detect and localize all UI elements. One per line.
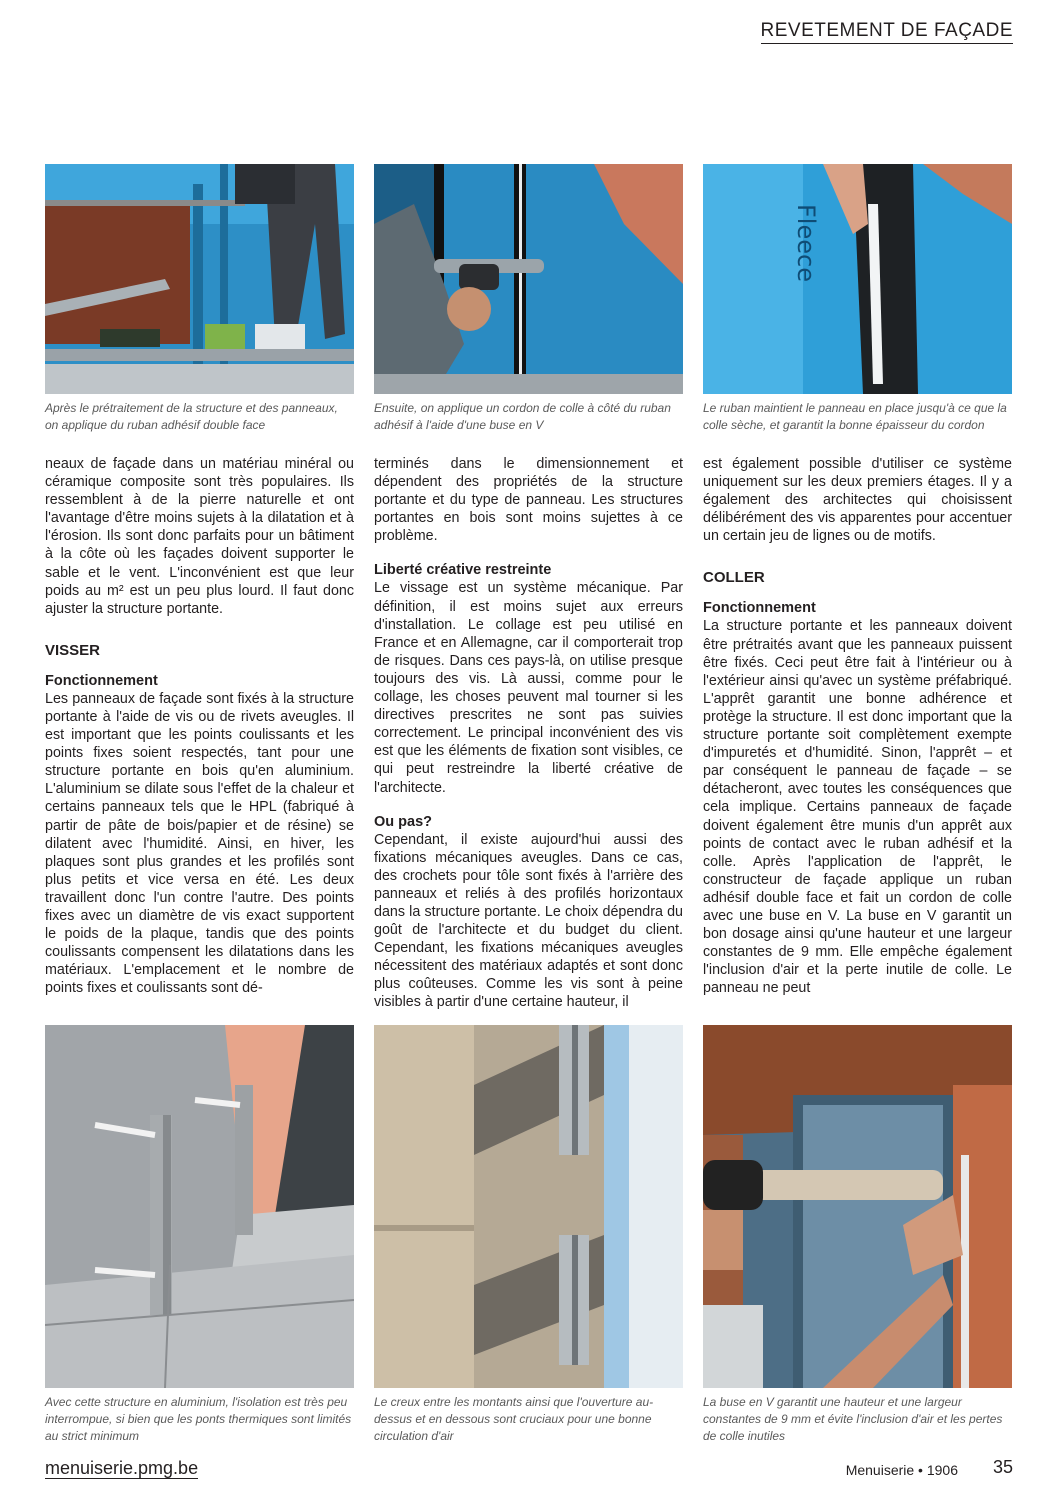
column-2 (374, 455, 683, 1012)
col2-intro: terminés dans le dimensionnement et dépendent des propriétés de la structure portante et du type de panneau. Les structures portantes en bois sont moins sujettes à ce problème. (374, 456, 683, 545)
subheading-fonctionnement: Fonctionnement (45, 672, 158, 689)
caption-bottom-1: Avec cette structure en aluminium, l'isolation est très peu interrompue, si bien que les ponts thermiques sont limités au strict minimum (45, 1395, 352, 1443)
col3-body: La structure portante et les panneaux doivent être prétraités avant que les panneaux puissent être fixés. Ceci peut être fait à l'intérieur ou à l'extérieur ainsi qu'avec un système préfabriqué. L'apprêt garantit une bonne adhérence et protège la structure. Il est donc important que la structure portante soit complètement exempte d'impuretés et d'humidité. Sinon, l'apprêt – et par conséquent le panneau de façade – se détacheront, avec toutes les conséquences que cela implique. Certains panneaux de façade doivent également être munis d'un apprêt aux points de contact avec le ruban adhésif et la colle. Après l'application de l'apprêt, le constructeur de façade applique un ruban adhésif double face et fait un cordon de colle avec une buse en V. La buse en V garantit un bon dosage ainsi qu'une hauteur et une largeur constantes de 9 mm. Elle empêche également l'inclusion d'air et la perte inutile de colle. Le panneau ne peut (703, 618, 1012, 997)
subheading-ou-pas: Ou pas? (374, 813, 433, 830)
column-1 (45, 455, 354, 997)
page-number: 35 (992, 1457, 1013, 1477)
col2-body2: Cependant, il existe aujourd'hui aussi des fixations mécaniques aveugles. Dans ce cas, des crochets pour tôle sont fixés à l'arrière des panneaux et reliés à des profilés horizontaux dans la structure portante. Le choix dépendra du goût de l'architecte et du budget du client. Cependant, les fixations mécaniques aveugles nécessitent des matériaux adaptés et sont donc plus coûteuses. Comme les vis sont à peine visibles à partir d'une certaine hauteur, il (374, 831, 683, 1011)
col2-body1: Le vissage est un système mécanique. Par définition, il est moins sujet aux erreurs d'installation. Le collage est peu utilisé en France et en Allemagne, car il comporterait trop de risques. Dans ces pays-là, on utilise presque toujours des vis. Là aussi, comme pour le collage, les choses peuvent mal tourner si les directives prescrites ne sont pas suivies correctement. Le principal inconvénient des vis est que les éléments de fixation sont visibles, ce qui peut restreindre la liberté créative de l'architecte. (374, 580, 683, 796)
column-3 (703, 455, 1012, 997)
caption-top-1: Après le prétraitement de la structure et des panneaux, on applique du ruban adhésif double face (45, 401, 338, 432)
photo-air-circulation (374, 1025, 683, 1388)
photo-glue-bead (374, 164, 683, 394)
subheading-fonctionnement-coller: Fonctionnement (703, 600, 816, 617)
section-title: REVETEMENT DE FAÇADE (761, 20, 1013, 44)
photo-aluminium-structure (45, 1025, 354, 1388)
caption-bottom-3: La buse en V garantit une hauteur et une largeur constantes de 9 mm et évite l'inclusion d'air et les pertes de colle inutiles (703, 1395, 1003, 1443)
photo-panel-placement (703, 164, 1012, 394)
heading-visser: VISSER (45, 641, 101, 659)
caption-bottom-2: Le creux entre les montants ainsi que l'ouverture au-dessus et en dessous sont cruciaux pour une bonne circulation d'air (374, 1395, 654, 1443)
caption-top-2: Ensuite, on applique un cordon de colle à côté du ruban adhésif à l'aide d'une buse en V (374, 401, 671, 432)
footer-website-link[interactable]: menuiserie.pmg.be (45, 1458, 199, 1478)
footer-magazine: Menuiserie • 1906 (845, 1462, 958, 1478)
membrane-brand-text: Fleece (792, 204, 820, 282)
col3-intro: est également possible d'utiliser ce système uniquement sur les deux premiers étages. Il y a également des architectes qui choisissent délibérément des vis apparentes pour accentuer un certain jeu de lignes ou de motifs. (703, 456, 1012, 545)
col1-intro: neaux de façade dans un matériau minéral ou céramique composite sont très populaires. Ils ressemblent à de la pierre naturelle et ont l'avantage d'être moins sujets à la dilatation et à l'érosion. Ils sont donc parfaits pour un bâtiment à la côte où les façades doivent supporter le sable et le vent. L'inconvénient est que leur poids au m² est un peu plus lourd. Il faut donc ajuster la structure portante. (45, 456, 354, 617)
subheading-liberte: Liberté créative restreinte (374, 562, 552, 579)
col1-body: Les panneaux de façade sont fixés à la structure portante à l'aide de vis ou de rivets aveugles. Il est important que les points coulissants et les points fixes soient respectés, tant pour une structure portante en bois qu'en aluminium. L'aluminium se dilate sous l'effet de la chaleur et certains panneaux tels que le HPL (fabriqué à partir de pâte de bois/papier et de résine) se dilatent avec l'humidité. Ainsi, en hiver, les plaques sont plus grandes et les profilés sont plus petits et vice versa en été. Les deux travaillent donc l'un contre l'autre. Des points fixes avec un diamètre de vis exact supportent le poids de la plaque, tandis que des points coulissants compensent les dilatations dans les matériaux. L'emplacement et le nombre de points fixes et coulissants sont dé- (45, 690, 354, 997)
caption-top-3: Le ruban maintient le panneau en place jusqu'à ce que la colle sèche, et garantit la bonne épaisseur du cordon (703, 401, 1007, 432)
photo-v-nozzle (703, 1025, 1012, 1388)
photo-tape-application (45, 164, 354, 394)
heading-coller: COLLER (703, 569, 765, 587)
